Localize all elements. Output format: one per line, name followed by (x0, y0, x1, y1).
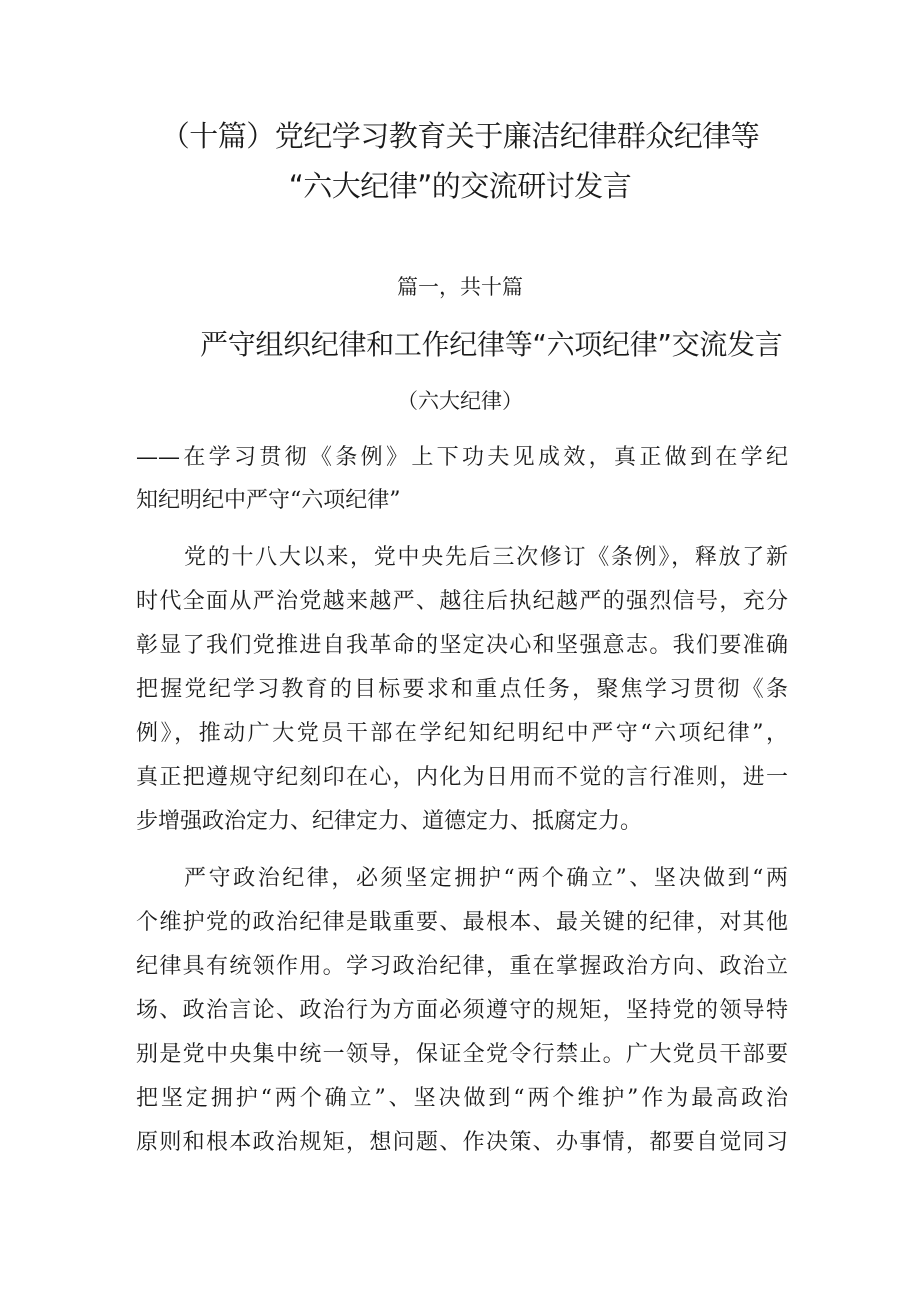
paragraph-line: 别是党中央集中统一领导，保证全党令行禁止。广大党员干部要 (136, 1042, 788, 1067)
paragraph-line: 真正把遵规守纪刻印在心，内化为日用而不觉的言行准则，进一 (136, 765, 788, 790)
part-tag: （六大纪律） (397, 389, 523, 413)
subtitle-line: ——在学习贯彻《条例》上下功夫见成效，真正做到在学纪 (136, 445, 788, 470)
paragraph-line: 党的十八大以来，党中央先后三次修订《条例》，释放了新 (184, 545, 788, 570)
paragraph-line: 纪律具有统领作用。学习政治纪律，重在掌握政治方向、政治立 (136, 954, 788, 979)
subtitle-line: 知纪明纪中严守“六项纪律” (136, 488, 401, 513)
part-label: 篇一，共十篇 (397, 275, 523, 299)
paragraph-line: 原则和根本政治规矩，想问题、作决策、办事情，都要自觉同习 (136, 1130, 788, 1155)
paragraph-line: 把握党纪学习教育的目标要求和重点任务，聚焦学习贯彻《条 (136, 677, 788, 702)
paragraph-line: 把坚定拥护“两个确立”、坚决做到“两个维护”作为最高政治 (136, 1086, 788, 1111)
paragraph-line: 时代全面从严治党越来越严、越往后执纪越严的强烈信号，充分 (136, 589, 788, 614)
document-title-line-2: “六大纪律”的交流研讨发言 (288, 169, 632, 203)
paragraph-line: 严守政治纪律，必须坚定拥护“两个确立”、坚决做到“两 (184, 866, 788, 891)
paragraph-line: 彰显了我们党推进自我革命的坚定决心和坚强意志。我们要准确 (136, 633, 788, 658)
document-title-line-1: （十篇）党纪学习教育关于廉洁纪律群众纪律等 (160, 119, 760, 153)
paragraph-line: 场、政治言论、政治行为方面必须遵守的规矩，坚持党的领导特 (136, 998, 788, 1023)
part-heading: 严守组织纪律和工作纪律等“六项纪律”交流发言 (200, 328, 783, 361)
paragraph-line: 步增强政治定力、纪律定力、道德定力、抵腐定力。 (136, 809, 643, 834)
paragraph-line: 例》，推动广大党员干部在学纪知纪明纪中严守“六项纪律”， (136, 721, 788, 746)
paragraph-line: 个维护党的政治纪律是戢重要、最根本、最关键的纪律，对其他 (136, 910, 788, 935)
